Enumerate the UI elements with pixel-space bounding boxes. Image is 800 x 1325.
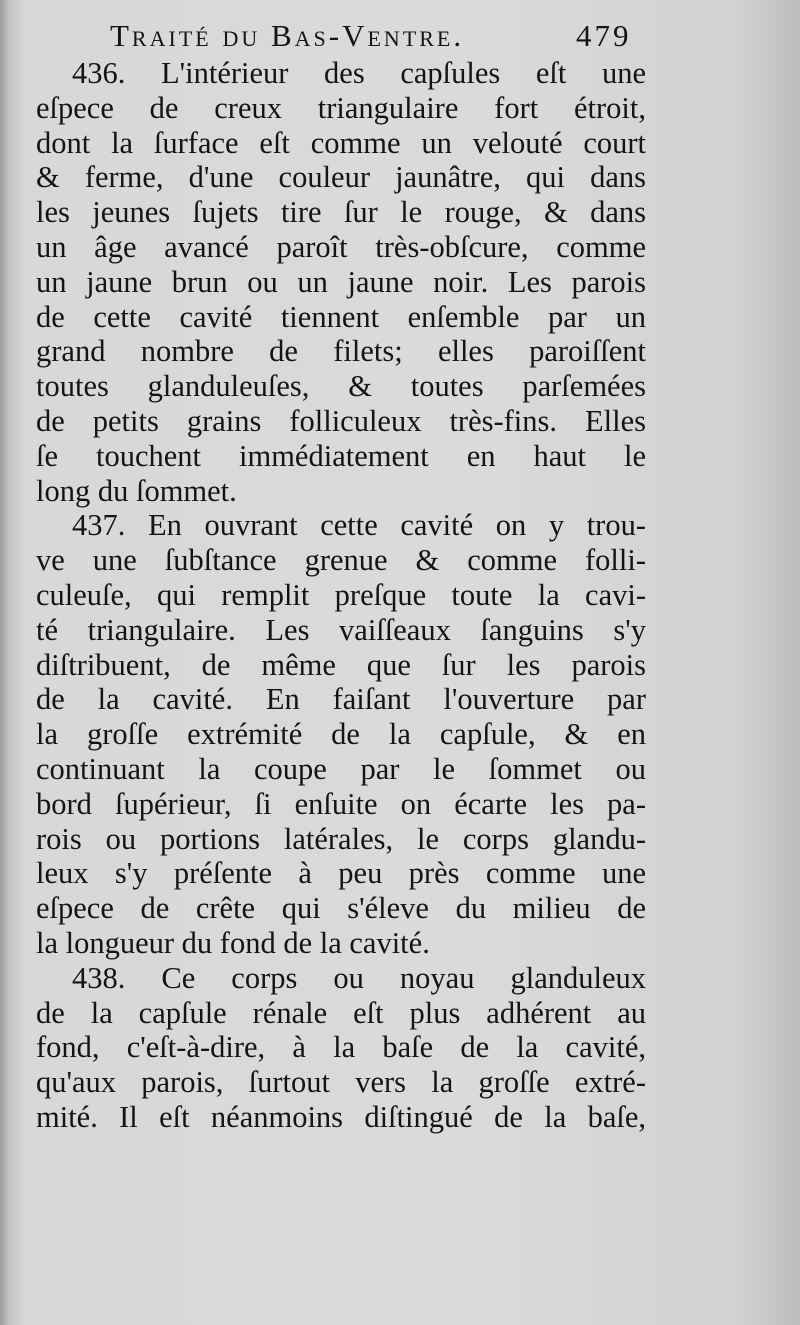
text-line: la longueur du fond de la cavité.	[36, 925, 430, 960]
text-line: les jeunes ſujets tire ſur le rouge, & dans	[36, 195, 646, 230]
text-line: la groſſe extrémité de la capſule, & en	[36, 717, 646, 752]
text-line: eſpece de creux triangulaire fort étroit,	[36, 90, 646, 125]
text-line: 436. L'intérieur des capſules eſt une	[72, 56, 646, 90]
body-text	[36, 56, 646, 1135]
text-line: eſpece de crête qui s'éleve du milieu de	[36, 891, 646, 926]
running-head-title: Traité du Bas-Ventre.	[110, 18, 465, 53]
text-line: & ferme, d'une couleur jaunâtre, qui dans	[36, 160, 646, 195]
paragraph-437	[36, 508, 646, 960]
text-line: 438. Ce corps ou noyau glanduleux	[72, 960, 646, 995]
text-line: grand nombre de filets; elles paroiſſent	[36, 334, 646, 369]
text-line: mité. Il eſt néanmoins diſtingué de la baſe,	[36, 1099, 646, 1134]
text-line: dont la ſurface eſt comme un velouté court	[36, 125, 646, 160]
text-line: rois ou portions latérales, le corps glandu-	[36, 821, 646, 856]
paragraph-436	[36, 56, 646, 508]
text-line: qu'aux parois, ſurtout vers la groſſe extré-	[36, 1065, 646, 1100]
text-line: long du ſommet.	[36, 473, 237, 508]
running-head	[96, 14, 656, 54]
text-line: culeuſe, qui remplit preſque toute la cavi-	[36, 577, 646, 612]
text-line: continuant la coupe par le ſommet ou	[36, 751, 646, 786]
text-line: diſtribuent, de même que ſur les parois	[36, 647, 646, 682]
text-line: toutes glanduleuſes, & toutes parſemées	[36, 369, 646, 404]
paragraph-438	[36, 961, 646, 1135]
text-line: bord ſupérieur, ſi enſuite on écarte les pa-	[36, 786, 646, 821]
text-line: un jaune brun ou un jaune noir. Les parois	[36, 264, 646, 299]
text-line: té triangulaire. Les vaiſſeaux ſanguins s'y	[36, 612, 646, 647]
text-line: fond, c'eſt-à-dire, à la baſe de la cavité,	[36, 1030, 646, 1065]
text-line: leux s'y préſente à peu près comme une	[36, 856, 646, 891]
text-line: un âge avancé paroît très-obſcure, comme	[36, 229, 646, 264]
text-line: ſe touchent immédiatement en haut le	[36, 438, 646, 473]
text-line: de la cavité. En faiſant l'ouverture par	[36, 682, 646, 717]
page-number: 479	[576, 18, 632, 53]
text-line: 437. En ouvrant cette cavité on y trou-	[72, 508, 646, 543]
text-line: ve une ſubſtance grenue & comme folli-	[36, 543, 646, 578]
text-line: de cette cavité tiennent enſemble par un	[36, 299, 646, 334]
text-line: de la capſule rénale eſt plus adhérent au	[36, 995, 646, 1030]
text-line: de petits grains folliculeux très-fins. Elles	[36, 403, 646, 438]
